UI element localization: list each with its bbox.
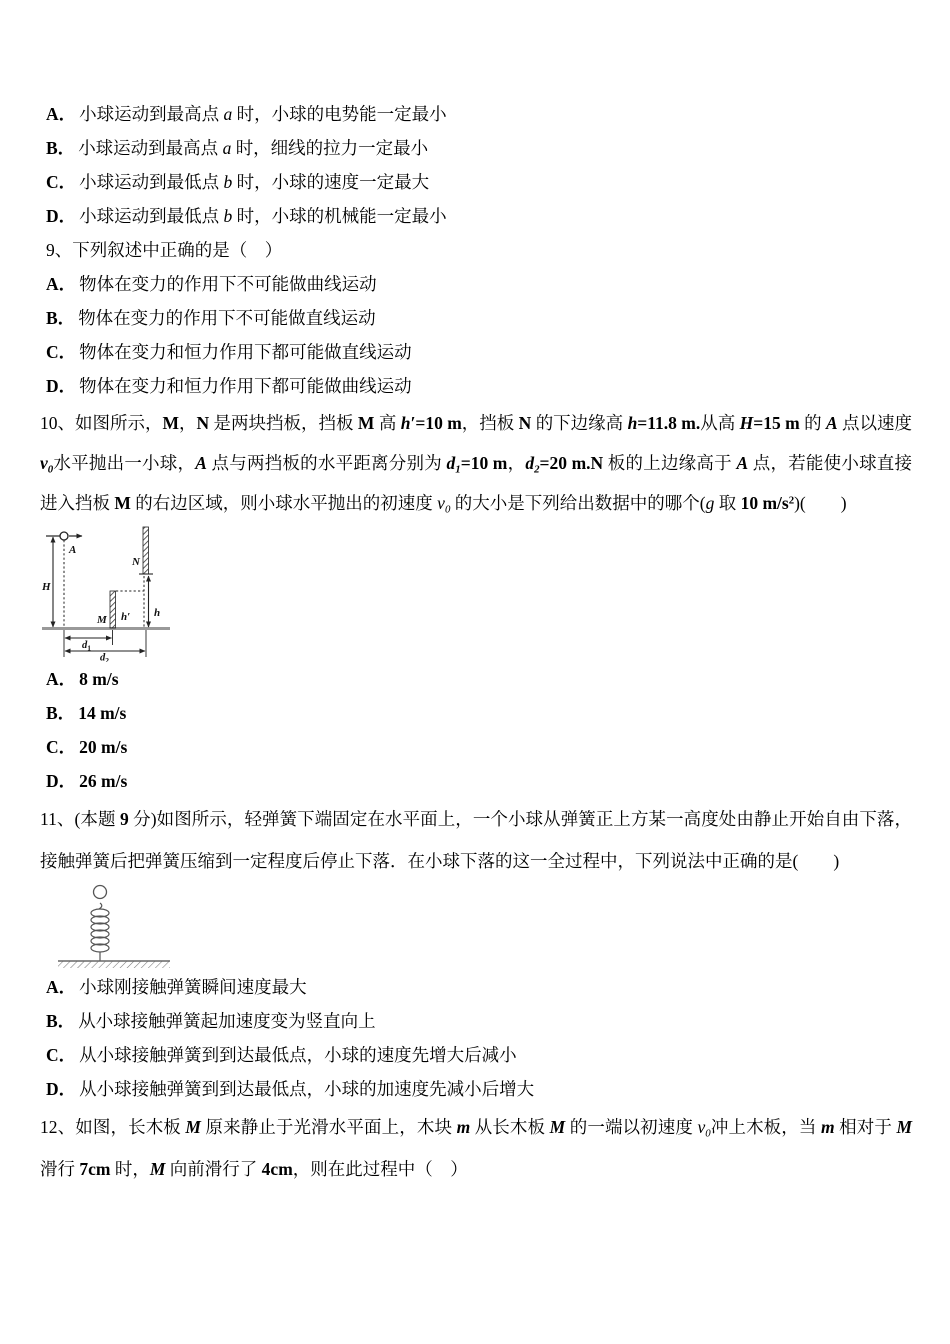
- label-N: N: [132, 556, 140, 568]
- option-text: 小球运动到最低点 b 时，小球的机械能一定最小: [79, 206, 447, 226]
- option-text: 从小球接触弹簧到到达最低点，小球的速度先增大后减小: [79, 1045, 517, 1065]
- option-letter: C．: [46, 172, 77, 192]
- option-row: [40, 131, 912, 165]
- option-text: 小球刚接触弹簧瞬间速度最大: [79, 977, 307, 997]
- option-letter: B．: [46, 703, 76, 723]
- option-letter: D．: [46, 376, 77, 396]
- option-letter: C．: [46, 1045, 77, 1065]
- question-stem: 12、如图，长木板 M 原来静止于光滑水平面上，木块 m 从长木板 M 的一端以初速度 $v_0$冲上木板，当 m 相对于 M 滑行 7cm 时，M 向前滑行了 4cm，则在此过程中（ ）: [40, 1117, 913, 1179]
- option-letter: D．: [46, 771, 77, 791]
- option-text: 小球运动到最低点 b 时，小球的速度一定最大: [79, 172, 430, 192]
- option-text: 小球运动到最高点 a 时，小球的电势能一定最小: [79, 104, 447, 124]
- option-text: 20 m/s: [79, 737, 128, 757]
- ball-spring-diagram: [50, 882, 180, 970]
- option-text: 小球运动到最高点 a 时，细线的拉力一定最小: [78, 138, 429, 158]
- option-letter: B．: [46, 308, 76, 328]
- option-row: [40, 970, 912, 1004]
- option-row: [40, 1004, 912, 1038]
- projectile-baffles-diagram: [40, 524, 174, 662]
- ball-icon: [60, 532, 68, 540]
- option-text: 从小球接触弹簧起加速度变为竖直向上: [78, 1011, 376, 1031]
- option-row: [40, 335, 912, 369]
- option-text: 26 m/s: [79, 771, 128, 791]
- option-row: [40, 199, 912, 233]
- baffle-N: [143, 527, 149, 574]
- option-text: 物体在变力的作用下不可能做曲线运动: [79, 274, 377, 294]
- label-M: M: [97, 614, 107, 626]
- option-letter: A．: [46, 104, 77, 124]
- option-row: [40, 764, 912, 798]
- option-letter: B．: [46, 138, 76, 158]
- label-A: A: [69, 544, 77, 556]
- option-row: [40, 369, 912, 403]
- option-letter: B．: [46, 1011, 76, 1031]
- baffle-M: [110, 591, 116, 628]
- option-row: [40, 301, 912, 335]
- label-d2: $d_2$: [100, 652, 109, 662]
- label-h-prime: h′: [121, 611, 131, 623]
- option-row: [40, 1038, 912, 1072]
- question-9: [40, 233, 912, 403]
- question-stem: 9、下列叙述中正确的是（ ）: [46, 240, 283, 260]
- option-row: [40, 267, 912, 301]
- ground-hatching: [58, 962, 170, 969]
- question-stem: 10、如图所示，M，N 是两块挡板，挡板 M 高 h′=10 m，挡板 N 的下边缘高 h=11.8 m.从高 H=15 m 的 A 点以速度 $v_0$水平抛出一小球，A 点与两挡板的水平距离分别为 $d_1=10$ m，$d_2=20$ m.N 板的上边缘高于 A 点，若能使小球直接进入挡板 M 的右边区域，则小球水平抛出的初速度 $v_0$ 的大小是下列给出数据中的哪个(g 取 10 $m/s^2$)( ): [40, 413, 913, 516]
- option-row: [40, 97, 912, 131]
- option-row: [40, 696, 912, 730]
- option-row: [40, 662, 912, 696]
- option-text: 从小球接触弹簧到到达最低点，小球的加速度先减小后增大: [79, 1079, 535, 1099]
- option-letter: A．: [46, 977, 77, 997]
- label-H: H: [42, 581, 51, 593]
- option-letter: D．: [46, 1079, 77, 1099]
- option-letter: C．: [46, 342, 77, 362]
- question-stem: 11、(本题 9 分)如图所示，轻弹簧下端固定在水平面上，一个小球从弹簧正上方某一高度处由静止开始自由下落，接触弹簧后把弹簧压缩到一定程度后停止下落．在小球下落的这一全过程中，下列说法中正确的是( ): [40, 809, 912, 871]
- ball-icon: [94, 886, 107, 899]
- option-text: 物体在变力和恒力作用下都可能做直线运动: [79, 342, 412, 362]
- question-10: [40, 403, 912, 798]
- option-text: 物体在变力的作用下不可能做直线运动: [78, 308, 376, 328]
- option-letter: C．: [46, 737, 77, 757]
- option-text: 14 m/s: [78, 703, 127, 723]
- spring-hook: [99, 903, 102, 909]
- option-text: 物体在变力和恒力作用下都可能做曲线运动: [79, 376, 412, 396]
- label-d1: $d_1$: [82, 640, 91, 653]
- question-12: [40, 1106, 912, 1190]
- option-row: [40, 730, 912, 764]
- question-11: [40, 798, 912, 1106]
- option-letter: A．: [46, 274, 77, 294]
- spring-coil: [91, 909, 109, 961]
- label-h: h: [154, 607, 161, 619]
- option-text: 8 m/s: [79, 669, 119, 689]
- option-row: [40, 1072, 912, 1106]
- option-letter: D．: [46, 206, 77, 226]
- question-8-options: [40, 97, 912, 233]
- option-row: [40, 165, 912, 199]
- option-letter: A．: [46, 669, 77, 689]
